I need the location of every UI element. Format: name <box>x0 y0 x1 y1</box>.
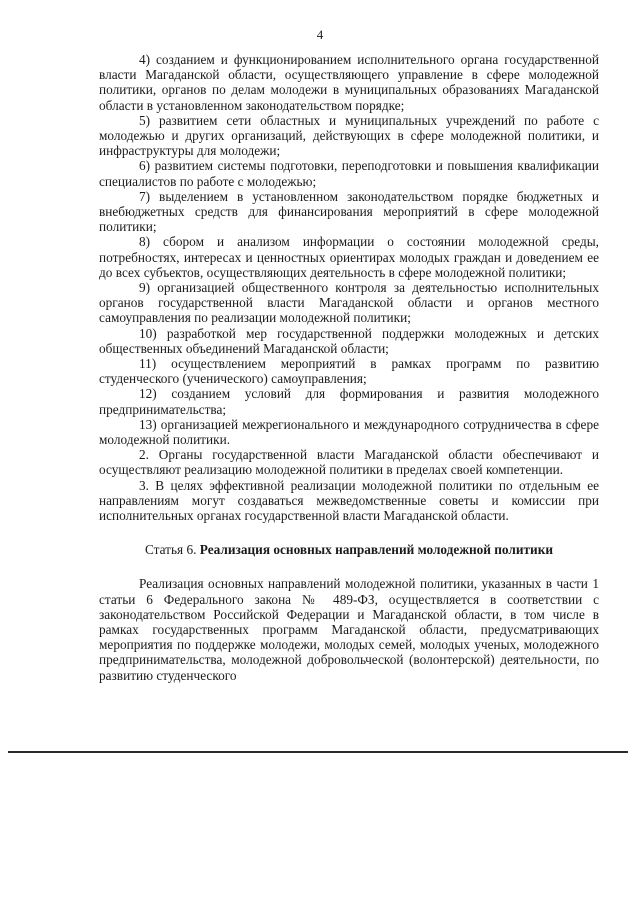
list-item-6: 6) развитием системы подготовки, переподготовки и повышения квалификации специалистов по работе с молодежью; <box>99 158 599 189</box>
footer-divider <box>8 751 628 753</box>
list-item-9: 9) организацией общественного контроля за деятельностью исполнительных органов государственной власти Магаданской области и органов местного самоуправления по реализации молодежной политики; <box>99 280 599 326</box>
list-item-10: 10) разработкой мер государственной поддержки молодежных и детских общественных объединений Магаданской области; <box>99 325 599 356</box>
list-item-13: 13) организацией межрегионального и международного сотрудничества в сфере молодежной политики. <box>99 416 599 448</box>
article-paragraph: Реализация основных направлений молодежной политики, указанных в части 1 статьи 6 Федерального закона № 489-ФЗ, осуществляется в соответствии с законодательством Российской Федерации и Магаданской области, в том числе в рамках государственных программ Магаданской области, предусматривающих мероприятия по поддержке молодежи, молодых семей, молодых ученых, молодежного предпринимательства, молодежной добровольческой (волонтерской) деятельности, по развитию студенческого <box>99 576 599 683</box>
list-item-8: 8) сбором и анализом информации о состоянии молодежной среды, потребностях, интересах и ценностных ориентирах молодых граждан и доведением ее до всех субъектов, осуществляющих деятельность в сфере молодежной политики; <box>99 234 599 280</box>
clause-2: 2. Органы государственной власти Магаданской области обеспечивают и осуществляют реализацию молодежной политики в пределах своей компетенции. <box>99 447 599 478</box>
list-item-12: 12) созданием условий для формирования и развития молодежного предпринимательства; <box>99 386 599 417</box>
list-item-7: 7) выделением в установленном законодательством порядке бюджетных и внебюджетных средств для финансирования мероприятий в сфере молодежной политики; <box>99 188 599 235</box>
list-item-4: 4) созданием и функционированием исполнительного органа государственной власти Магаданской области, осуществляющего управление в сфере молодежной политики, органов по делам молодежи в муниципальных образованиях Магаданской области в установленном законодательством порядке; <box>99 52 599 113</box>
article-title: Реализация основных направлений молодежной политики <box>199 542 554 558</box>
list-item-5: 5) развитием сети областных и муниципальных учреждений по работе с молодежью и других организаций, действующих в сфере молодежной политики, и инфраструктуры для молодежи; <box>99 112 599 159</box>
clause-3: 3. В целях эффективной реализации молодежной политики по отдельным ее направлениям могут создаваться межведомственные советы и комиссии при исполнительных органах государственной власти Магаданской области. <box>99 477 599 524</box>
list-item-11: 11) осуществлением мероприятий в рамках программ по развитию студенческого (ученического) самоуправления; <box>99 356 599 387</box>
article-heading <box>99 542 599 558</box>
article-prefix: Статья 6. <box>144 542 200 558</box>
document-body <box>99 52 599 683</box>
page-number: 4 <box>316 27 324 42</box>
